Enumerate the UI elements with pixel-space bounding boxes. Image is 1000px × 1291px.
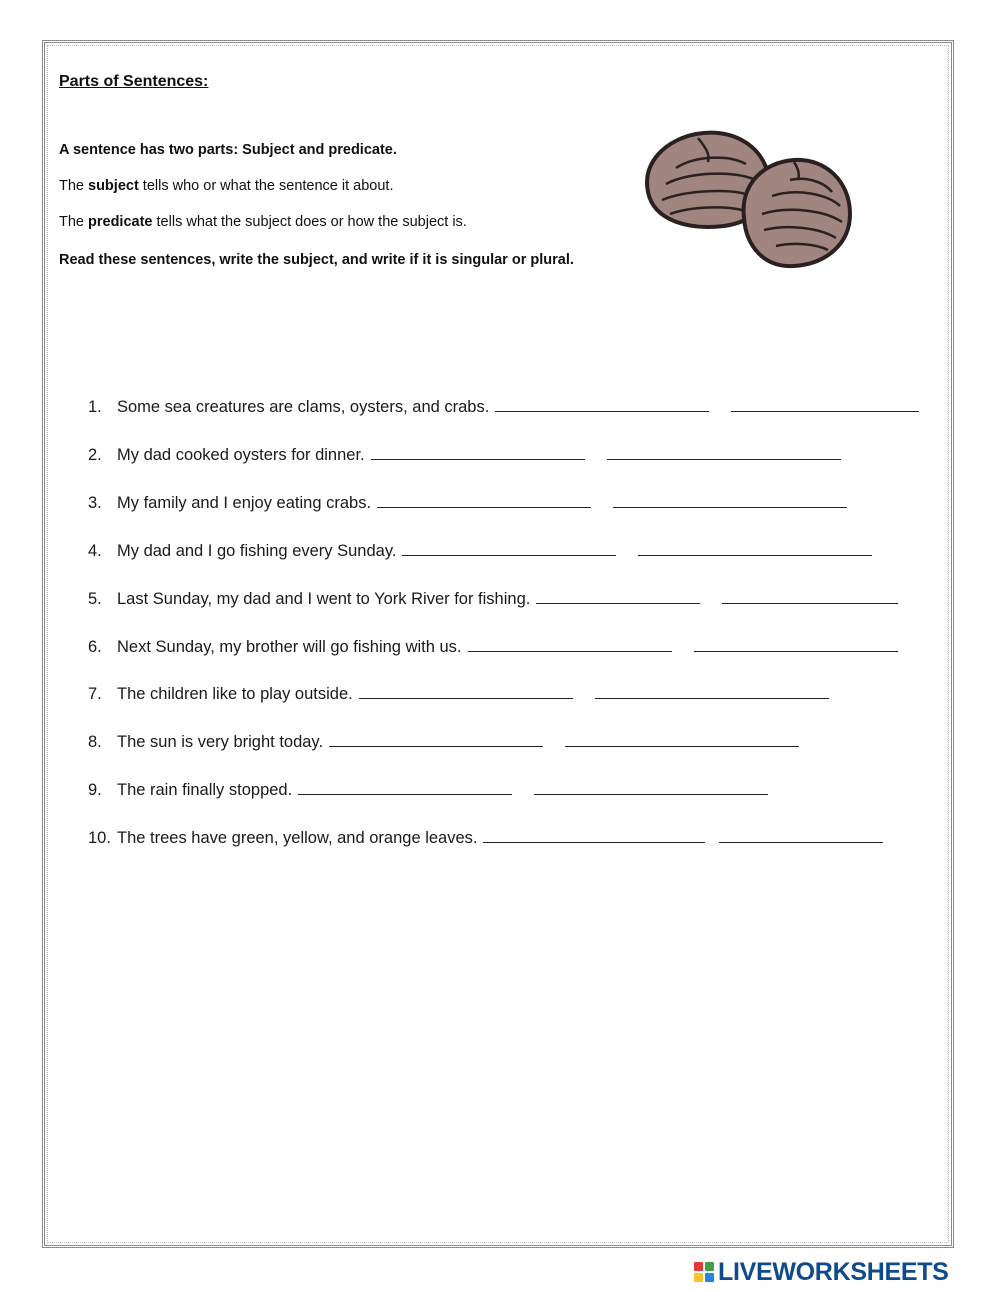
subject-answer-blank[interactable] <box>377 506 591 508</box>
question-text: The trees have green, yellow, and orange leaves. <box>117 829 478 847</box>
number-answer-blank[interactable] <box>719 841 883 843</box>
question-number: 4. <box>88 542 102 560</box>
question-text: My dad cooked oysters for dinner. <box>117 446 365 464</box>
number-answer-blank[interactable] <box>613 506 847 508</box>
subject-answer-blank[interactable] <box>483 841 705 843</box>
question-number: 8. <box>88 733 102 751</box>
logo-cube-yellow <box>694 1273 703 1282</box>
clams-illustration <box>636 122 856 272</box>
number-answer-blank[interactable] <box>595 697 829 699</box>
intro-predicate-suffix: tells what the subject does or how the subject is. <box>152 214 467 230</box>
subject-answer-blank[interactable] <box>298 793 512 795</box>
logo-cube-blue <box>705 1273 714 1282</box>
question-text: The children like to play outside. <box>117 685 353 703</box>
logo-cube-green <box>705 1262 714 1271</box>
question-text: The rain finally stopped. <box>117 781 293 799</box>
question-number: 10. <box>88 829 111 847</box>
question-9 <box>88 781 768 800</box>
liveworksheets-logo <box>694 1258 949 1286</box>
subject-answer-blank[interactable] <box>402 554 616 556</box>
question-text: Last Sunday, my dad and I went to York River for fishing. <box>117 590 531 608</box>
question-6 <box>88 638 898 657</box>
question-number: 1. <box>88 398 102 416</box>
question-4 <box>88 542 872 561</box>
number-answer-blank[interactable] <box>694 650 898 652</box>
question-3 <box>88 494 847 513</box>
question-number: 9. <box>88 781 102 799</box>
intro-predicate-definition <box>59 214 467 230</box>
number-answer-blank[interactable] <box>565 745 799 747</box>
intro-subject-suffix: tells who or what the sentence it about. <box>138 178 394 194</box>
intro-subject-term: subject <box>88 178 139 194</box>
question-text: Some sea creatures are clams, oysters, and crabs. <box>117 398 490 416</box>
intro-instructions: Read these sentences, write the subject, and write if it is singular or plural. <box>59 252 574 268</box>
intro-subject-prefix: The <box>59 178 89 194</box>
intro-subject-definition <box>59 178 394 194</box>
number-answer-blank[interactable] <box>722 602 898 604</box>
number-answer-blank[interactable] <box>638 554 872 556</box>
intro-predicate-prefix: The <box>59 214 89 230</box>
question-text: Next Sunday, my brother will go fishing with us. <box>117 638 462 656</box>
subject-answer-blank[interactable] <box>468 650 672 652</box>
logo-cubes-icon <box>694 1262 714 1282</box>
clam-shell-front <box>744 160 850 266</box>
number-answer-blank[interactable] <box>731 410 919 412</box>
question-text: My dad and I go fishing every Sunday. <box>117 542 397 560</box>
number-answer-blank[interactable] <box>534 793 768 795</box>
question-number: 5. <box>88 590 102 608</box>
question-1 <box>88 398 919 417</box>
subject-answer-blank[interactable] <box>371 458 585 460</box>
question-number: 6. <box>88 638 102 656</box>
subject-answer-blank[interactable] <box>359 697 573 699</box>
question-text: The sun is very bright today. <box>117 733 324 751</box>
question-number: 2. <box>88 446 102 464</box>
question-8 <box>88 733 799 752</box>
question-5 <box>88 590 898 609</box>
question-7 <box>88 685 829 704</box>
question-10 <box>88 829 883 848</box>
question-2 <box>88 446 841 465</box>
logo-wordmark: LIVEWORKSHEETS <box>718 1257 949 1286</box>
question-number: 7. <box>88 685 102 703</box>
intro-two-parts: A sentence has two parts: Subject and predicate. <box>59 142 397 158</box>
logo-cube-red <box>694 1262 703 1271</box>
number-answer-blank[interactable] <box>607 458 841 460</box>
subject-answer-blank[interactable] <box>536 602 700 604</box>
subject-answer-blank[interactable] <box>329 745 543 747</box>
question-number: 3. <box>88 494 102 512</box>
subject-answer-blank[interactable] <box>495 410 709 412</box>
question-text: My family and I enjoy eating crabs. <box>117 494 372 512</box>
intro-predicate-term: predicate <box>88 214 153 230</box>
worksheet-heading: Parts of Sentences: <box>59 73 209 90</box>
